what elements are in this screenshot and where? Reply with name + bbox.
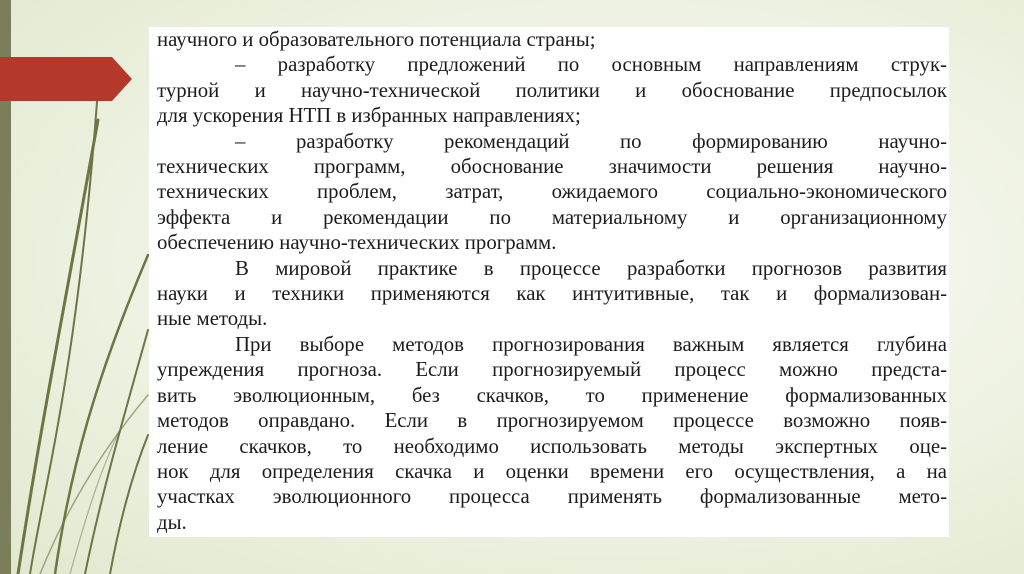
text-line: обеспечению научно-технических программ. — [157, 231, 557, 255]
text-line: турной и научно-технической политики и обоснование предпосылок — [157, 78, 947, 102]
text-line: эффекта и рекомендации по материальному и организационному — [157, 205, 947, 229]
text-line: ные методы. — [157, 307, 268, 331]
text-line: ление скачков, то необходимо использовать методы экспертных оце- — [157, 434, 947, 458]
text-line: упреждения прогноза. Если прогнозируемый процесс можно предста- — [157, 358, 947, 382]
document-page — [149, 27, 949, 537]
text-line: В мировой практике в процессе разработки прогнозов развития — [235, 256, 947, 280]
text-line: научного и образовательного потенциала страны; — [157, 28, 596, 51]
text-line: ды. — [157, 510, 187, 534]
text-line: участках эволюционного процесса применять формализованные мето- — [157, 485, 947, 509]
text-line: науки и техники применяются как интуитивные, так и формализован- — [157, 282, 947, 306]
text-line: методов оправдано. Если в прогнозируемом процессе возможно появ- — [157, 409, 947, 433]
text-line: технических программ, обоснование значимости решения научно- — [157, 155, 947, 179]
text-line: – разработку предложений по основным направлениям струк- — [235, 53, 947, 77]
text-line: технических проблем, затрат, ожидаемого социально-экономического — [157, 180, 947, 204]
text-line: нок для определения скачка и оценки времени его осуществления, а на — [157, 459, 947, 483]
text-line: – разработку рекомендаций по формированию научно- — [235, 129, 947, 153]
text-line: для ускорения НТП в избранных направлениях; — [157, 104, 581, 128]
text-line: При выборе методов прогнозирования важным является глубина — [235, 332, 947, 356]
text-line: вить эволюционным, без скачков, то применение формализованных — [157, 383, 947, 407]
document-text — [157, 27, 947, 535]
arrow-icon — [0, 57, 132, 101]
